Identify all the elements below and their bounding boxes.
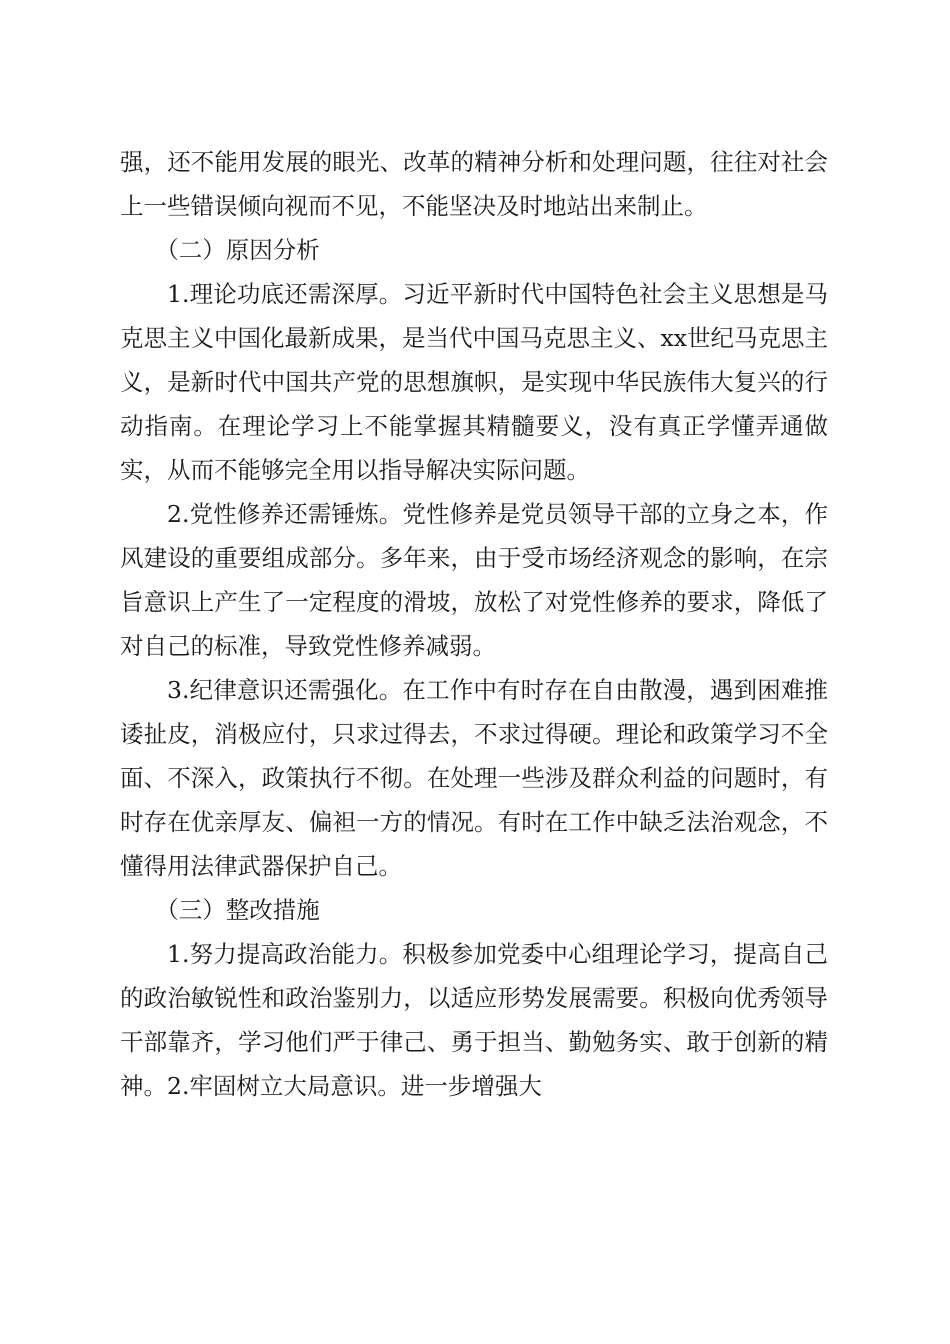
paragraph-continuation: 强，还不能用发展的眼光、改革的精神分析和处理问题，往往对社会上一些错误倾向视而不见，不能坚决及时地站出来制止。 [120, 148, 828, 220]
paragraph-theory-foundation: 1.理论功底还需深厚。习近平新时代中国特色社会主义思想是马克思主义中国化最新成果，是当代中国马克思主义、xx世纪马克思主义，是新时代中国共产党的思想旗帜，是实现中华民族伟大复兴的行动指南。在理论学习上不能掌握其精髓要义，没有真正学懂弄通做实，从而不能够完全用以指导解决实际问题。 [120, 280, 829, 484]
document-body [120, 140, 828, 1108]
paragraph-party-cultivation: 2.党性修养还需锤炼。党性修养是党员领导干部的立身之本，作风建设的重要组成部分。多年来，由于受市场经济观念的影响，在宗旨意识上产生了一定程度的滑坡，放松了对党性修养的要求，降低了对自己的标准，导致党性修养减弱。 [120, 500, 828, 660]
section-heading-cause-analysis: （二）原因分析 [155, 236, 320, 264]
section-heading-rectification-measures: （三）整改措施 [155, 896, 320, 924]
paragraph-discipline-awareness: 3.纪律意识还需强化。在工作中有时存在自由散漫，遇到困难推诿扯皮，消极应付，只求过得去，不求过得硬。理论和政策学习不全面、不深入，政策执行不彻。在处理一些涉及群众利益的问题时，有时存在优亲厚友、偏袒一方的情况。有时在工作中缺乏法治观念，不懂得用法律武器保护自己。 [120, 676, 828, 880]
paragraph-political-ability: 1.努力提高政治能力。积极参加党委中心组理论学习，提高自己的政治敏锐性和政治鉴别力，以适应形势发展需要。积极向优秀领导干部靠齐，学习他们严于律己、勇于担当、勤勉务实、敢于创新的精神。2.牢固树立大局意识。进一步增强大 [120, 940, 828, 1100]
